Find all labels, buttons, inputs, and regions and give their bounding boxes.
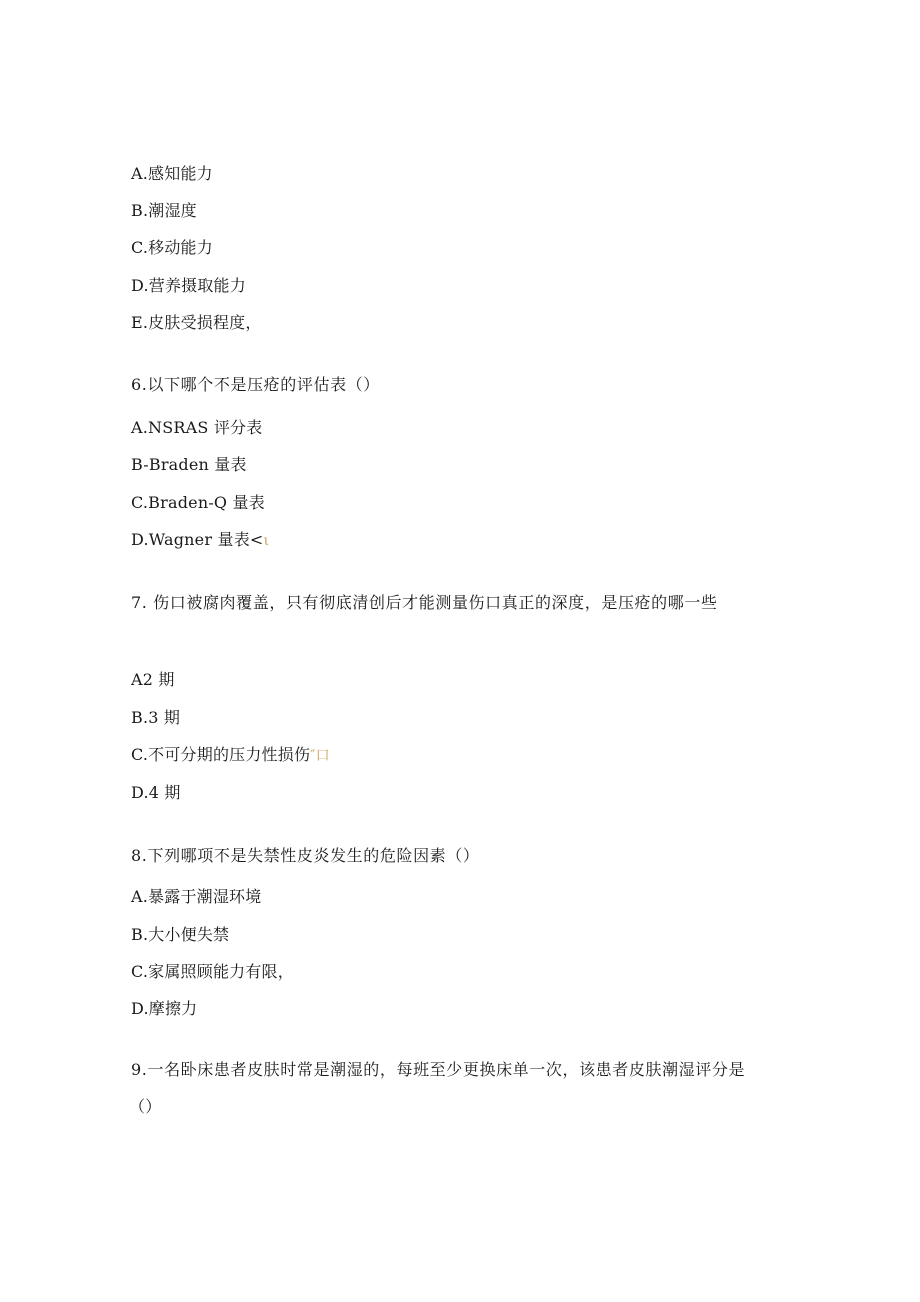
q9-stem-line1: 9.一名卧床患者皮肤时常是潮湿的，每班至少更换床单一次，该患者皮肤潮湿评分是 <box>131 1060 746 1079</box>
q5-option-a: A.感知能力 <box>131 164 213 183</box>
q7-option-c <box>131 745 330 766</box>
q8-option-c: C.家属照顾能力有限， <box>131 962 294 981</box>
q7-option-c-mark: ″口 <box>310 748 330 764</box>
q8-stem: 8.下列哪项不是失禁性皮炎发生的危险因素（） <box>131 846 480 865</box>
q8-option-a: A.暴露于潮湿环境 <box>131 887 262 906</box>
q7-stem: 7. 伤口被腐肉覆盖，只有彻底清创后才能测量伤口真正的深度，是压疮的哪一些 <box>131 593 718 612</box>
q6-option-c: C.Braden-Q 量表 <box>131 493 265 512</box>
q6-option-d-text: D.Wagner 量表< <box>131 530 264 549</box>
q6-option-d-mark: ι <box>263 533 270 549</box>
q6-option-a: A.NSRAS 评分表 <box>131 418 263 437</box>
q6-option-b: B-Braden 量表 <box>131 455 247 474</box>
q5-option-b: B.潮湿度 <box>131 201 197 220</box>
q7-option-a: A2 期 <box>131 670 175 689</box>
q7-option-d: D.4 期 <box>131 783 181 802</box>
q6-option-d <box>131 530 269 551</box>
q7-option-b: B.3 期 <box>131 708 181 727</box>
q8-option-d: D.摩擦力 <box>131 999 198 1018</box>
q9-stem-line2: （） <box>129 1097 162 1116</box>
q6-stem: 6.以下哪个不是压疮的评估表（） <box>131 375 380 394</box>
q8-option-b: B.大小便失禁 <box>131 925 230 944</box>
q7-option-c-text: C.不可分期的压力性损伤 <box>131 745 311 764</box>
q5-option-c: C.移动能力 <box>131 238 213 257</box>
q5-option-e: E.皮肤受损程度， <box>131 313 262 332</box>
q5-option-d: D.营养摄取能力 <box>131 276 246 295</box>
